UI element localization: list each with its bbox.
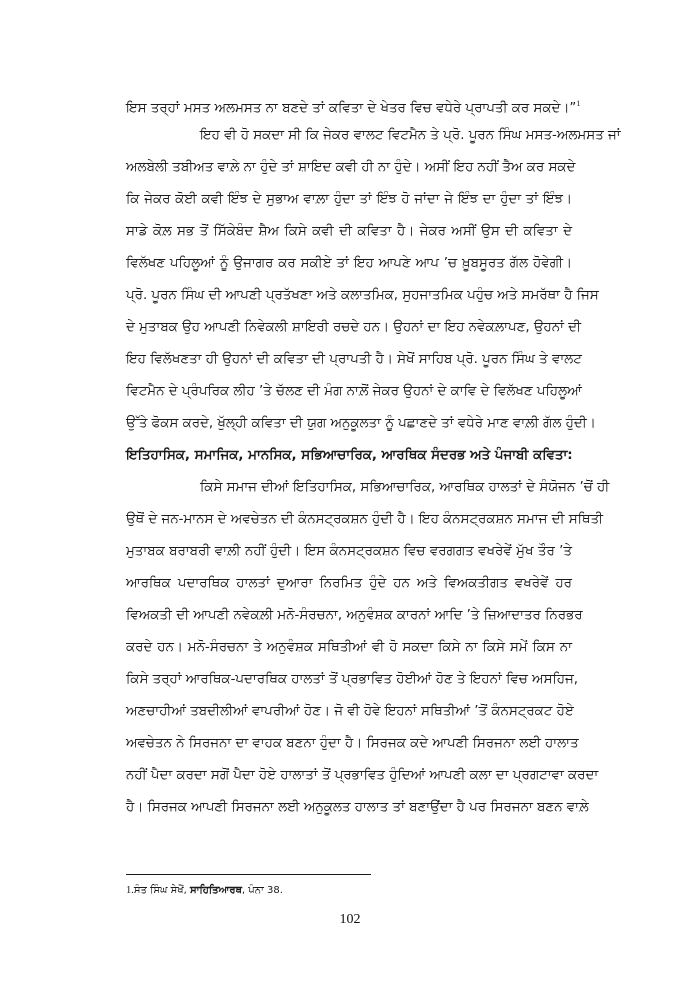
footnote-number: 1. xyxy=(126,885,134,896)
paragraph-line: ਨਹੀਂ ਪੈਦਾ ਕਰਦਾ ਸਗੋਂ ਪੈਦਾ ਹੋਏ ਹਾਲਾਤਾਂ ਤੋਂ ਪ੍ਰਭਾਵਿਤ ਹੁੰਦਿਆਂ ਆਪਣੀ ਕਲਾ ਦਾ ਪ੍ਰਗਟਾਵਾ ਕਰਦਾ xyxy=(126,768,599,783)
paragraph-line: ਇਹ ਵਿਲੱਖਣਤਾ ਹੀ ਉਹਨਾਂ ਦੀ ਕਵਿਤਾ ਦੀ ਪ੍ਰਾਪਤੀ ਹੈ। ਸੇਖੋਂ ਸਾਹਿਬ ਪ੍ਰੋ. ਪੂਰਨ ਸਿੰਘ ਤੇ ਵਾਲਟ xyxy=(126,352,582,367)
paragraph-line: ਹੈ। ਸਿਰਜਕ ਆਪਣੀ ਸਿਰਜਨਾ ਲਈ ਅਨੁਕੂਲਤ ਹਾਲਾਤ ਤਾਂ ਬਣਾਉਂਦਾ ਹੈ ਪਰ ਸਿਰਜਨਾ ਬਣਨ ਵਾਲ਼ੇ xyxy=(126,800,589,815)
line-text: ਇਸ ਤਰ੍ਹਾਂ ਮਸਤ ਅਲਮਸਤ ਨਾ ਬਣਦੇ ਤਾਂ ਕਵਿਤਾ ਦੇ ਖੇਤਰ ਵਿਚ ਵਧੇਰੇ ਪ੍ਰਾਪਤੀ ਕਰ ਸਕਦੇ।” xyxy=(126,101,577,116)
paragraph-line: ਵਿਲੱਖਣ ਪਹਿਲੂਆਂ ਨੂੰ ਉਜਾਗਰ ਕਰ ਸਕੀਏ ਤਾਂ ਇਹ ਆਪਣੇ ਆਪ ’ਚ ਖ਼ੂਬਸੂਰਤ ਗੱਲ ਹੋਵੇਗੀ। xyxy=(126,256,572,271)
paragraph-line: ਸਾਡੇ ਕੋਲ਼ ਸਭ ਤੋਂ ਸਿੱਕੇਬੰਦ ਸ਼ੈਅ ਕਿਸੇ ਕਵੀ ਦੀ ਕਵਿਤਾ ਹੈ। ਜੇਕਰ ਅਸੀਂ ਉਸ ਦੀ ਕਵਿਤਾ ਦੇ xyxy=(126,224,572,239)
footnote-author: ਸੰਤ ਸਿੰਘ ਸੇਖੋਂ, xyxy=(133,885,190,896)
paragraph-line: ਉੱਤੇ ਫੋਕਸ ਕਰਦੇ, ਖੁੱਲ੍ਹੀ ਕਵਿਤਾ ਦੀ ਯੁਗ ਅਨੁਕੂਲਤਾ ਨੂੰ ਪਛਾਣਦੇ ਤਾਂ ਵਧੇਰੇ ਮਾਣ ਵਾਲ਼ੀ ਗੱਲ ਹੁੰਦੀ। xyxy=(126,416,596,431)
footnote-divider xyxy=(126,874,371,875)
paragraph-line: ਕਿਸੇ ਤਰ੍ਹਾਂ ਆਰਥਿਕ-ਪਦਾਰਥਿਕ ਹਾਲਤਾਂ ਤੋਂ ਪ੍ਰਭਾਵਿਤ ਹੋਈਆਂ ਹੋਣ ਤੇ ਇਹਨਾਂ ਵਿਚ ਅਸਹਿਜ, xyxy=(126,672,579,687)
paragraph-line: ਉਥੋਂ ਦੇ ਜਨ-ਮਾਨਸ ਦੇ ਅਵਚੇਤਨ ਦੀ ਕੰਨਸਟ੍ਰਕਸ਼ਨ ਹੁੰਦੀ ਹੈ। ਇਹ ਕੰਨਸਟ੍ਰਕਸ਼ਨ ਸਮਾਜ ਦੀ ਸਥਿਤੀ xyxy=(126,512,604,527)
paragraph-line: ਵਿਟਮੈਨ ਦੇ ਪ੍ਰੰਪਰਿਕ ਲੀਹ ’ਤੇ ਚੱਲਣ ਦੀ ਮੰਗ ਨਾਲ਼ੋਂ ਜੇਕਰ ਉਹਨਾਂ ਦੇ ਕਾਵਿ ਦੇ ਵਿਲੱਖਣ ਪਹਿਲੂਆਂ xyxy=(126,384,582,399)
paragraph-line: ਵਿਅਕਤੀ ਦੀ ਆਪਣੀ ਨਵੇਕਲ਼ੀ ਮਨੋ-ਸੰਰਚਨਾ, ਅਨੁਵੰਸ਼ਕ ਕਾਰਨਾਂ ਆਦਿ ’ਤੇ ਜ਼ਿਆਦਾਤਰ ਨਿਰਭਰ xyxy=(126,608,583,623)
paragraph-line: ਪ੍ਰੋ. ਪੂਰਨ ਸਿੰਘ ਦੀ ਆਪਣੀ ਪ੍ਰਤੱਖਣਾ ਅਤੇ ਕਲਾਤਮਿਕ, ਸੁਹਜਾਤਮਿਕ ਪਹੁੰਚ ਅਤੇ ਸਮਰੱਥਾ ਹੈ ਜਿਸ xyxy=(126,288,599,303)
paragraph-line: ਮੁਤਾਬਕ ਬਰਾਬਰੀ ਵਾਲ਼ੀ ਨਹੀਂ ਹੁੰਦੀ। ਇਸ ਕੰਨਸਟ੍ਰਕਸ਼ਨ ਵਿਚ ਵਰਗਗਤ ਵਖਰੇਵੇਂ ਮੁੱਖ ਤੌਰ ’ਤੇ xyxy=(126,544,572,559)
paragraph-line: ਕਿ ਜੇਕਰ ਕੋਈ ਕਵੀ ਇੰਝ ਦੇ ਸੁਭਾਅ ਵਾਲ਼ਾ ਹੁੰਦਾ ਤਾਂ ਇੰਝ ਹੋ ਜਾਂਦਾ ਜੇ ਇੰਝ ਦਾ ਹੁੰਦਾ ਤਾਂ ਇੰਝ। xyxy=(126,192,572,207)
paragraph-line: ਅਣਚਾਹੀਆਂ ਤਬਦੀਲੀਆਂ ਵਾਪਰੀਆਂ ਹੋਣ। ਜੋ ਵੀ ਹੋਵੇ ਇਹਨਾਂ ਸਥਿਤੀਆਂ ’ਤੋਂ ਕੰਨਸਟ੍ਰਕਟ ਹੋਏ xyxy=(126,704,574,719)
footnote xyxy=(126,884,283,898)
page-number: 102 xyxy=(339,912,361,927)
paragraph-line: ਆਰਥਿਕ ਪਦਾਰਥਿਕ ਹਾਲਤਾਂ ਦੁਆਰਾ ਨਿਰਮਿਤ ਹੁੰਦੇ ਹਨ ਅਤੇ ਵਿਅਕਤੀਗਤ ਵਖਰੇਵੇਂ ਹਰ xyxy=(126,576,572,591)
footnote-page: , ਪੰਨਾ 38. xyxy=(241,885,283,896)
paragraph-line: ਅਵਚੇਤਨ ਨੇ ਸਿਰਜਨਾ ਦਾ ਵਾਹਕ ਬਣਨਾ ਹੁੰਦਾ ਹੈ। ਸਿਰਜਕ ਕਦੇ ਆਪਣੀ ਸਿਰਜਨਾ ਲਈ ਹਾਲਾਤ xyxy=(126,736,579,751)
paragraph-line: ਇਹ ਵੀ ਹੋ ਸਕਦਾ ਸੀ ਕਿ ਜੇਕਰ ਵਾਲਟ ਵਿਟਮੈਨ ਤੇ ਪ੍ਰੋ. ਪੂਰਨ ਸਿੰਘ ਮਸਤ-ਅਲਮਸਤ ਜਾਂ xyxy=(200,128,621,143)
section-heading: ਇਤਿਹਾਸਿਕ, ਸਮਾਜਿਕ, ਮਾਨਸਿਕ, ਸਭਿਆਚਾਰਿਕ, ਆਰਥਿਕ ਸੰਦਰਭ ਅਤੇ ਪੰਜਾਬੀ ਕਵਿਤਾ: xyxy=(126,448,573,463)
paragraph-line: ਅਲਬੇਲੀ ਤਬੀਅਤ ਵਾਲ਼ੇ ਨਾ ਹੁੰਦੇ ਤਾਂ ਸ਼ਾਇਦ ਕਵੀ ਹੀ ਨਾ ਹੁੰਦੇ। ਅਸੀਂ ਇਹ ਨਹੀਂ ਤੈਅ ਕਰ ਸਕਦੇ xyxy=(126,160,576,175)
footnote-title: ਸਾਹਿਤਿਆਰਥ xyxy=(189,885,242,896)
footnote-reference[interactable]: 1 xyxy=(576,99,581,108)
paragraph-line: ਕਰਦੇ ਹਨ। ਮਨੋ-ਸੰਰਚਨਾ ਤੇ ਅਨੁਵੰਸ਼ਕ ਸਥਿਤੀਆਂ ਵੀ ਹੋ ਸਕਦਾ ਕਿਸੇ ਨਾ ਕਿਸੇ ਸਮੇਂ ਕਿਸ ਨਾ xyxy=(126,640,572,655)
paragraph-line: ਕਿਸੇ ਸਮਾਜ ਦੀਆਂ ਇਤਿਹਾਸਿਕ, ਸਭਿਆਚਾਰਿਕ, ਆਰਥਿਕ ਹਾਲਤਾਂ ਦੇ ਸੰਯੋਜਨ ’ਚੋਂ ਹੀ xyxy=(200,480,610,495)
paragraph-line xyxy=(126,94,581,119)
paragraph-line: ਦੇ ਮੁਤਾਬਕ ਉਹ ਆਪਣੀ ਨਿਵੇਕਲੀ ਸ਼ਾਇਰੀ ਰਚਦੇ ਹਨ। ਉਹਨਾਂ ਦਾ ਇਹ ਨਵੇਕਲ਼ਾਪਣ, ਉਹਨਾਂ ਦੀ xyxy=(126,320,582,335)
